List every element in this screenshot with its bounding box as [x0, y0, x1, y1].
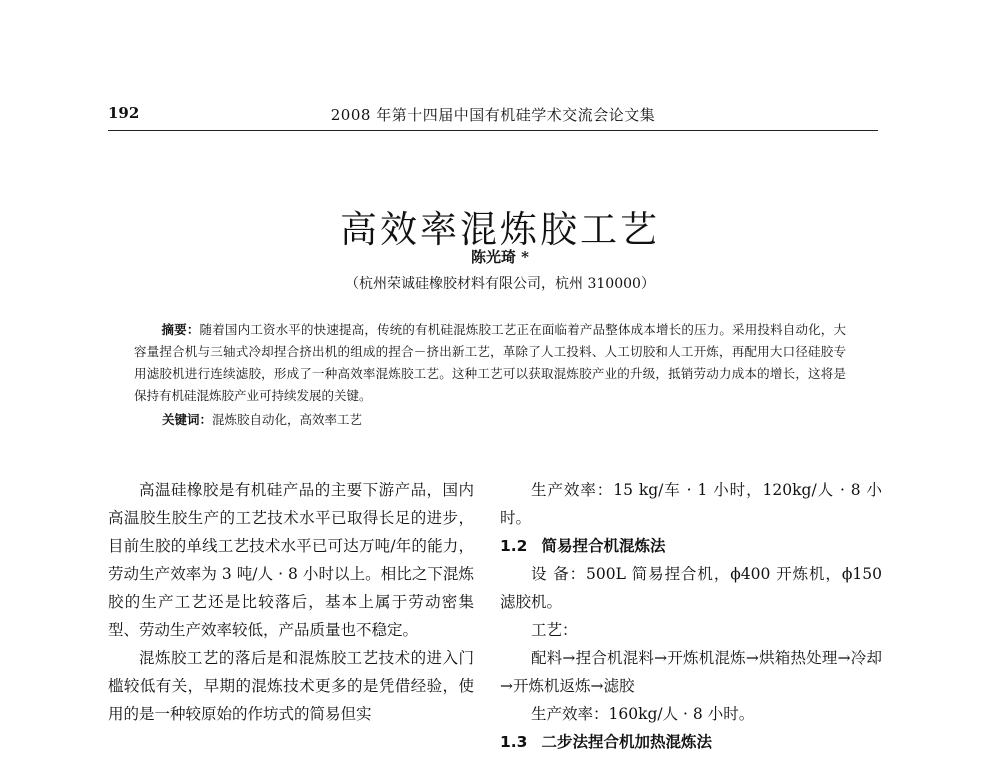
left-column	[108, 476, 474, 728]
keywords-text: 混炼胶自动化，高效率工艺	[212, 412, 363, 427]
section-title: 二步法捏合机加热混炼法	[541, 733, 712, 751]
page-number: 192	[108, 104, 140, 122]
page-header	[108, 104, 878, 131]
body-paragraph: 混炼胶工艺的落后是和混炼胶工艺技术的进入门槛较低有关，早期的混炼技术更多的是凭借经验，使用的是一种较原始的作坊式的简易但实	[108, 649, 474, 723]
keywords	[134, 409, 846, 431]
section-heading	[500, 532, 882, 560]
keywords-label: 关键词：	[162, 412, 213, 427]
paper-title: 高效率混炼胶工艺	[340, 207, 660, 251]
process-text: 配料→捏合机混料→开炼机混炼→烘箱热处理→冷却→开炼机返炼→滤胶	[500, 649, 882, 695]
abstract-body: 随着国内工资水平的快速提高，传统的有机硅混炼胶工艺正在面临着产品整体成本增长的压力。采用投料自动化，大容量捏合机与三轴式冷却捏合挤出机的组成的捏合－挤出新工艺，革除了人工投料、人工切胶和人工开炼，再配用大口径硅胶专用滤胶机进行连续滤胶，形成了一种高效率混炼胶工艺。这种工艺可以获取混炼胶产业的升级，抵销劳动力成本的增长，这将是保持有机硅混炼胶产业可持续发展的关键。	[134, 322, 846, 403]
process-label: 工艺：	[531, 621, 578, 639]
affiliation: （杭州荣诚硅橡胶材料有限公司，杭州 310000）	[345, 276, 655, 292]
author: 陈光琦 *	[470, 248, 530, 266]
right-column	[500, 476, 882, 756]
section-title: 简易捏合机混炼法	[541, 537, 666, 555]
body-paragraph: 高温硅橡胶是有机硅产品的主要下游产品，国内高温胶生胶生产的工艺技术水平已取得长足的进步，目前生胶的单线工艺技术水平已可达万吨/年的能力，劳动生产效率为 3 吨/人 · 8 小时以上。相比之下混炼胶的生产工艺还是比较落后，基本上属于劳动密集型、劳动生产效率较低，产品质量也不稳定。	[108, 481, 474, 639]
running-title: 2008 年第十四届中国有机硅学术交流会论文集	[330, 106, 656, 124]
equipment-text: 设 备：500L 简易捏合机，ϕ400 开炼机，ϕ150 滤胶机。	[500, 565, 882, 611]
abstract-text	[134, 319, 846, 407]
section-number: 1.2	[500, 537, 528, 555]
section-heading	[500, 728, 882, 756]
abstract-label: 摘要：	[161, 322, 200, 337]
efficiency-text: 生产效率：160kg/人 · 8 小时。	[531, 705, 755, 723]
section-number: 1.3	[500, 733, 528, 751]
abstract	[134, 319, 846, 431]
efficiency-text: 生产效率：15 kg/车 · 1 小时，120kg/人 · 8 小时。	[500, 481, 882, 527]
